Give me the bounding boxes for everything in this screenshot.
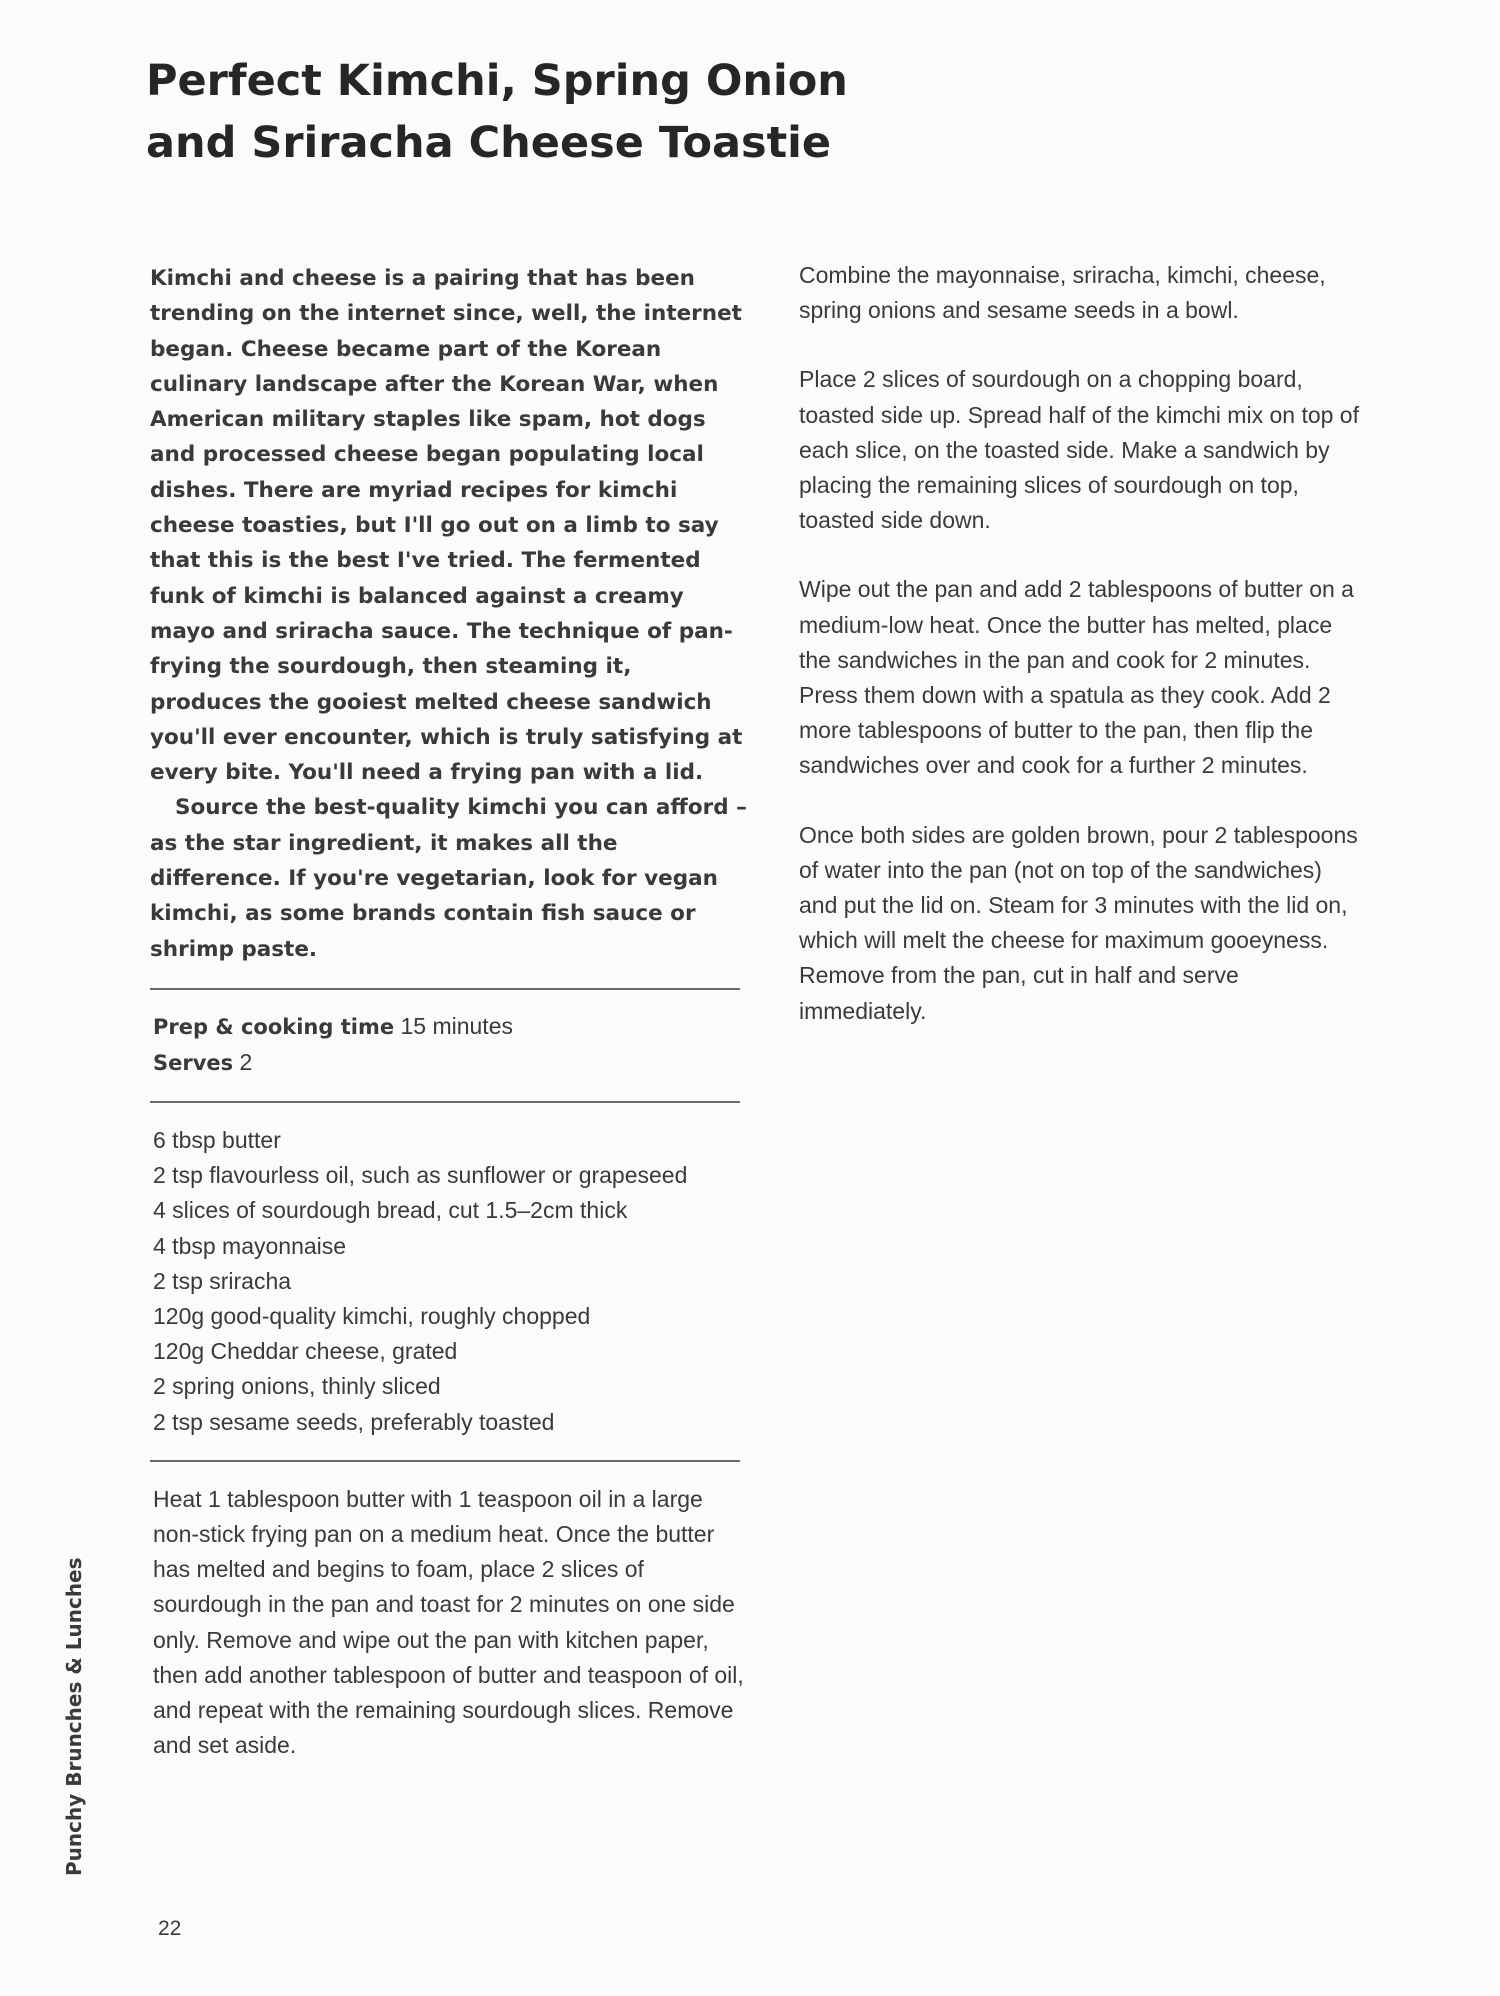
recipe-meta — [150, 990, 750, 1101]
intro-paragraph-2: Source the best-quality kimchi you can afford – as the star ingredient, it makes all the difference. If you're vegetarian, look for vegan kimchi, as some brands contain fish sauce or shrimp paste. — [150, 795, 747, 962]
section-name: Punchy Brunches & Lunches — [62, 1557, 86, 1876]
recipe-title — [146, 50, 1146, 174]
prep-time — [153, 1009, 750, 1045]
serves-value: 2 — [239, 1048, 253, 1075]
method-step-1: Heat 1 tablespoon butter with 1 teaspoon oil in a large non-stick frying pan on a medium heat. Once the butter has melted and begins to foam, place 2 slices of sourdough in the pan and toast for 2 minutes on one side only. Remove and wipe out the pan with kitchen paper, then add another tablespoon of butter and teaspoon of oil, and repeat with the remaining sourdough slices. Remove and set aside. — [153, 1485, 744, 1759]
ingredient-item: 2 tsp flavourless oil, such as sunflower or grapeseed — [153, 1162, 688, 1189]
prep-time-value: 15 minutes — [400, 1012, 513, 1039]
serves-label: Serves — [153, 1050, 234, 1075]
left-column — [150, 261, 750, 1763]
method-step-3: Place 2 slices of sourdough on a chopping board, toasted side up. Spread half of the kimchi mix on top of each slice, on the toasted side. Make a sandwich by placing the remaining slices of sourdough on top, toasted side down. — [799, 366, 1359, 534]
right-column — [799, 258, 1359, 1029]
ingredient-list — [150, 1103, 750, 1460]
serves — [153, 1045, 750, 1081]
recipe-title-line-2: and Sriracha Cheese Toastie — [146, 118, 832, 168]
ingredient-item: 6 tbsp butter — [153, 1126, 281, 1153]
recipe-title-line-1: Perfect Kimchi, Spring Onion — [146, 56, 848, 106]
ingredient-item: 2 tsp sesame seeds, preferably toasted — [153, 1408, 555, 1435]
method-step-4: Wipe out the pan and add 2 tablespoons of butter on a medium-low heat. Once the butter has melted, place the sandwiches in the pan and cook for 2 minutes. Press them down with a spatula as they cook. Add 2 more tablespoons of butter to the pan, then flip the sandwiches over and cook for a further 2 minutes. — [799, 576, 1354, 779]
method-step-2: Combine the mayonnaise, sriracha, kimchi, cheese, spring onions and sesame seeds in a bowl. — [799, 262, 1326, 324]
method-step-5: Once both sides are golden brown, pour 2 tablespoons of water into the pan (not on top of the sandwiches) and put the lid on. Steam for 3 minutes with the lid on, which will melt the cheese for maximum gooeyness. Remove from the pan, cut in half and serve immediately. — [799, 821, 1358, 1024]
intro-paragraph-1: Kimchi and cheese is a pairing that has been trending on the internet since, well, the internet began. Cheese became part of the Korean culinary landscape after the Korean War, when American military staples like spam, hot dogs and processed cheese began populating local dishes. There are myriad recipes for kimchi cheese toasties, but I'll go out on a limb to say that this is the best I've tried. The fermented funk of kimchi is balanced against a creamy mayo and sriracha sauce. The technique of pan-frying the sourdough, then steaming it, produces the gooiest melted cheese sandwich you'll ever encounter, which is truly satisfying at every bite. You'll need a frying pan with a lid. — [150, 266, 743, 786]
ingredient-item: 4 tbsp mayonnaise — [153, 1232, 347, 1259]
ingredient-item: 2 spring onions, thinly sliced — [153, 1373, 441, 1400]
prep-time-label: Prep & cooking time — [153, 1014, 395, 1039]
ingredient-item: 4 slices of sourdough bread, cut 1.5–2cm thick — [153, 1197, 628, 1224]
ingredient-item: 120g good-quality kimchi, roughly chopped — [153, 1302, 591, 1329]
ingredient-item: 120g Cheddar cheese, grated — [153, 1338, 458, 1365]
page-number: 22 — [158, 1917, 182, 1940]
recipe-introduction — [150, 261, 750, 967]
ingredient-item: 2 tsp sriracha — [153, 1267, 292, 1294]
